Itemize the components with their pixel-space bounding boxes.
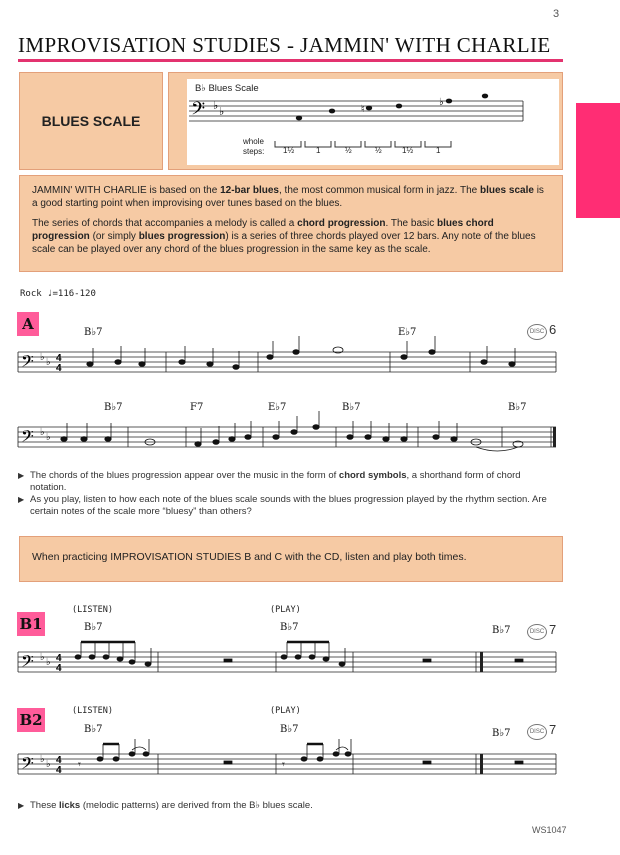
steps-label-2: steps: bbox=[243, 147, 265, 156]
text-run: JAMMIN' WITH CHARLIE is based on the bbox=[32, 185, 221, 196]
step-value: 1 bbox=[316, 146, 321, 155]
blues-scale-staff-panel bbox=[187, 79, 559, 165]
chord-symbol: B♭7 bbox=[492, 625, 511, 636]
track-number: 7 bbox=[549, 722, 557, 737]
svg-text:4: 4 bbox=[56, 755, 62, 766]
blues-scale-label-box bbox=[19, 72, 163, 170]
svg-text:♭: ♭ bbox=[46, 432, 51, 443]
bold-term: chord symbols bbox=[338, 470, 407, 481]
cd-track-icon: DISC bbox=[527, 624, 547, 640]
step-value: 1½ bbox=[283, 146, 295, 155]
step-value: ½ bbox=[345, 146, 352, 155]
cd-track-icon: DISC bbox=[527, 324, 547, 340]
svg-text:𝄢: 𝄢 bbox=[21, 426, 34, 450]
chord-symbol: E♭7 bbox=[268, 402, 287, 413]
text-run: (melodic patterns) are derived from the B♭ blues scale. bbox=[80, 800, 313, 811]
svg-text:𝄢: 𝄢 bbox=[191, 99, 206, 124]
step-value: 1½ bbox=[402, 146, 414, 155]
chord-symbol: B♭7 bbox=[280, 622, 299, 633]
info-paragraph-1 bbox=[32, 184, 550, 210]
steps-label-1: whole bbox=[243, 137, 264, 146]
svg-text:♭: ♭ bbox=[219, 105, 225, 118]
bullet-item bbox=[18, 470, 548, 494]
section-tag-b2: B2 bbox=[17, 708, 45, 732]
svg-text:♭: ♭ bbox=[46, 759, 51, 770]
svg-text:4: 4 bbox=[56, 663, 62, 674]
staff-a-row1 bbox=[18, 340, 558, 380]
svg-text:𝄢: 𝄢 bbox=[21, 753, 34, 777]
cd-track-icon: DISC bbox=[527, 724, 547, 740]
svg-text:4: 4 bbox=[56, 363, 62, 374]
chord-symbol: B♭7 bbox=[104, 402, 123, 413]
tempo-marking: Rock ♩=116-120 bbox=[20, 289, 96, 299]
blues-scale-box bbox=[168, 72, 563, 170]
practice-note-box bbox=[19, 536, 563, 582]
bullets-section-a bbox=[18, 470, 548, 518]
svg-text:♭: ♭ bbox=[40, 754, 45, 765]
svg-text:4: 4 bbox=[56, 765, 62, 776]
bold-term: blues progression bbox=[138, 231, 226, 242]
svg-text:4: 4 bbox=[56, 653, 62, 664]
bold-term: blues scale bbox=[480, 185, 534, 196]
staff-a-row2 bbox=[18, 415, 558, 455]
svg-text:♭: ♭ bbox=[40, 352, 45, 363]
text-run: ) is a series of three chords played over 12 bars. Any note of the blues scale can be played over any chord of the blues progression in the same key as the scale. bbox=[32, 231, 536, 255]
bold-term: blues chord progression bbox=[32, 218, 494, 242]
chord-symbol: B♭7 bbox=[84, 327, 103, 338]
page-edge-tab bbox=[576, 103, 620, 218]
svg-text:♭: ♭ bbox=[40, 652, 45, 663]
listen-label: (LISTEN) bbox=[72, 605, 113, 615]
section-tag-a: A bbox=[17, 312, 39, 336]
step-value: 1 bbox=[436, 146, 441, 155]
text-run: (or simply bbox=[89, 231, 139, 242]
bold-term: chord progression bbox=[297, 218, 386, 229]
listen-label: (LISTEN) bbox=[72, 706, 113, 716]
text-run: . The basic bbox=[385, 218, 438, 229]
svg-text:𝄾: 𝄾 bbox=[282, 759, 285, 771]
text-run: is a good starting point when improvising over tunes based on the blues. bbox=[32, 185, 544, 209]
svg-text:♭: ♭ bbox=[46, 357, 51, 368]
chord-symbol: F7 bbox=[190, 402, 204, 413]
chord-symbol: E♭7 bbox=[398, 327, 417, 338]
section-tag-b1: B1 bbox=[17, 612, 45, 636]
chord-symbol: B♭7 bbox=[492, 728, 511, 739]
text-run: , a shorthand form of chord notation. bbox=[30, 470, 521, 493]
track-number: 7 bbox=[549, 622, 557, 637]
svg-text:4: 4 bbox=[56, 353, 62, 364]
staff-b2 bbox=[18, 742, 558, 782]
staff-b1 bbox=[18, 640, 558, 680]
footer-code: WS1047 bbox=[532, 825, 567, 835]
chord-symbol: B♭7 bbox=[84, 724, 103, 735]
page-title: IMPROVISATION STUDIES - JAMMIN' WITH CHARLIE bbox=[18, 33, 551, 57]
track-number: 6 bbox=[549, 322, 557, 337]
scale-title: B♭ Blues Scale bbox=[195, 83, 259, 94]
chord-symbol: B♭7 bbox=[84, 622, 103, 633]
bullets-section-b bbox=[18, 800, 548, 812]
text-run: These bbox=[30, 800, 60, 811]
blues-scale-label: BLUES SCALE bbox=[41, 113, 141, 129]
svg-text:♭: ♭ bbox=[40, 427, 45, 438]
chord-symbol: B♭7 bbox=[342, 402, 361, 413]
practice-note-text: When practicing IMPROVISATION STUDIES B and C with the CD, listen and play both times. bbox=[32, 551, 467, 563]
info-paragraph-2 bbox=[32, 217, 550, 256]
bold-term: 12-bar blues bbox=[220, 185, 279, 196]
page-number: 3 bbox=[553, 8, 560, 20]
svg-text:𝄢: 𝄢 bbox=[21, 351, 34, 375]
svg-text:♭: ♭ bbox=[439, 97, 444, 108]
step-value: ½ bbox=[375, 146, 382, 155]
text-run: The chords of the blues progression appear over the music in the form of bbox=[30, 470, 339, 481]
text-run: The series of chords that accompanies a melody is called a bbox=[32, 218, 298, 229]
svg-text:𝄾: 𝄾 bbox=[78, 759, 81, 771]
svg-text:♮: ♮ bbox=[361, 104, 365, 115]
chord-symbol: B♭7 bbox=[508, 402, 527, 413]
play-label: (PLAY) bbox=[270, 706, 301, 716]
bullet-item bbox=[18, 800, 548, 812]
svg-text:♭: ♭ bbox=[46, 657, 51, 668]
svg-text:𝄢: 𝄢 bbox=[21, 651, 34, 675]
text-run: , the most common musical form in jazz. The bbox=[279, 185, 480, 196]
svg-text:♭: ♭ bbox=[213, 99, 219, 112]
title-rule bbox=[18, 59, 563, 62]
bold-term: licks bbox=[59, 800, 81, 811]
bullet-item: ▶ As you play, listen to how each note of the blues scale sounds with the blues progression played by the rhythm section. Are certain notes of the scale more “bluesy” than others? bbox=[18, 494, 548, 518]
play-label: (PLAY) bbox=[270, 605, 301, 615]
info-box bbox=[19, 175, 563, 272]
chord-symbol: B♭7 bbox=[280, 724, 299, 735]
